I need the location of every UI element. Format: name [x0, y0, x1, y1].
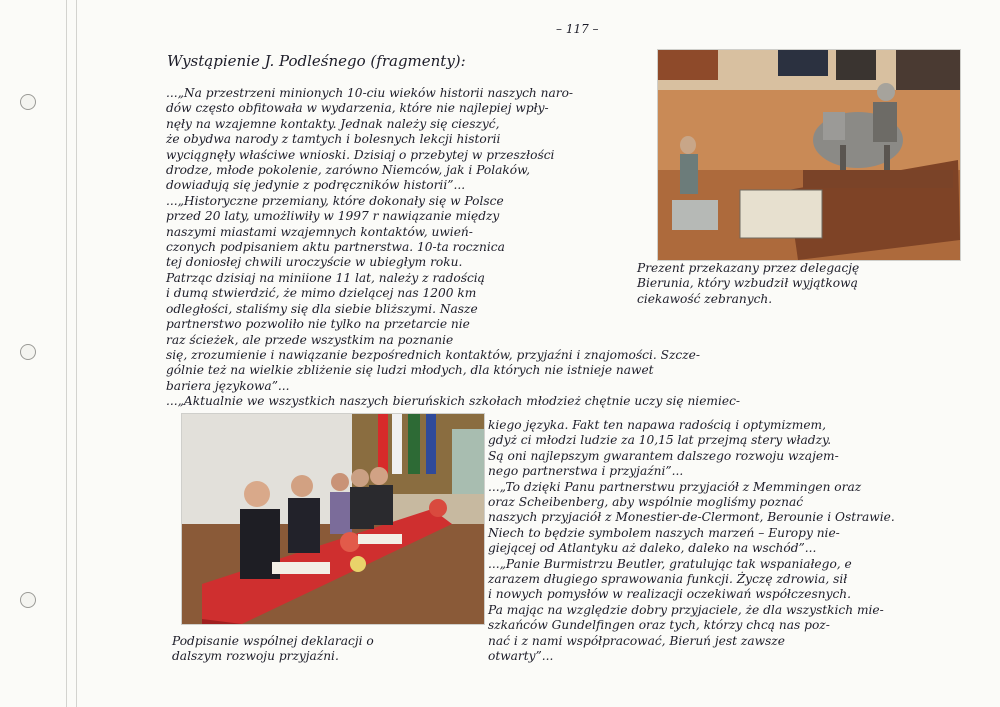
binder-hole: [20, 94, 36, 110]
margin-line: [66, 0, 67, 707]
gift-caption: [637, 261, 859, 307]
text-line: otwarty”...: [488, 649, 554, 664]
speech-heading: Wystąpienie J. Podleśnego (fragmenty):: [167, 52, 466, 70]
text-line: ...„Panie Burmistrzu Beutler, gratulując tak wspaniałego, e: [488, 556, 852, 571]
page-number: – 117 –: [556, 22, 599, 36]
signing-photo: [181, 413, 485, 625]
text-line: partnerstwo pozwoliło nie tylko na przetarcie nie: [166, 317, 470, 332]
text-line: naszymi miastami wzajemnych kontaktów, uwień-: [166, 224, 473, 239]
text-line: się, zrozumienie i nawiązanie bezpośrednich kontaktów, przyjaźni i znajomości. Szcze-: [166, 347, 700, 362]
text-line: dów często obfitowała w wydarzenia, które nie najlepiej wpły-: [166, 101, 549, 116]
text-line: Niech to będzie symbolem naszych marzeń – Europy nie-: [488, 525, 840, 540]
caption-line: ciekawość zebranych.: [637, 291, 773, 306]
text-line: czonych podpisaniem aktu partnerstwa. 10-ta rocznica: [166, 240, 505, 255]
caption-line: dalszym rozwoju przyjaźni.: [172, 649, 339, 664]
text-line: giejącej od Atlantyku aż daleko, daleko na wschód”...: [488, 541, 817, 556]
text-line: ...„Historyczne przemiany, które dokonały się w Polsce: [166, 193, 504, 208]
text-line: dowiadują się jedynie z podręczników historii”...: [166, 178, 466, 193]
binder-hole: [20, 344, 36, 360]
text-line: nęły na wzajemne kontakty. Jednak należy się cieszyć,: [166, 116, 500, 131]
text-line: bariera językowa”...: [166, 378, 290, 393]
text-line: drodze, młode pokolenie, zarówno Niemców, jak i Polaków,: [166, 163, 530, 178]
text-line: wyciągnęły właściwe wnioski. Dzisiaj o przebytej w przeszłości: [166, 147, 555, 162]
text-line: i nowych pomysłów w realizacji oczekiwań współczesnych.: [488, 587, 852, 602]
text-line: naszych przyjaciół z Monestier-de-Clermont, Berounie i Ostrawie.: [488, 510, 895, 525]
text-line: że obydwa narody z tamtych i bolesnych lekcji historii: [166, 132, 501, 147]
margin-line: [76, 0, 77, 707]
caption-line: Prezent przekazany przez delegację: [637, 261, 860, 275]
text-line: Są oni najlepszym gwarantem dalszego rozwoju wzajem-: [488, 448, 839, 463]
signing-caption: [172, 634, 374, 665]
caption-line: Podpisanie wspólnej deklaracji o: [172, 634, 374, 648]
text-line: gólnie też na wielkie zbliżenie się ludzi młodych, dla których nie istnieje nawet: [166, 363, 654, 378]
text-line: tej doniosłej chwili uroczyście w ubiegłym roku.: [166, 255, 463, 270]
text-line: Pa mając na względzie dobry przyjaciele, że dla wszystkich mie-: [488, 602, 884, 617]
text-line: raz ścieżek, ale przede wszystkim na poznanie: [166, 332, 454, 347]
caption-line: Bierunia, który wzbudził wyjątkową: [637, 276, 858, 291]
text-line: Patrząc dzisiaj na miniione 11 lat, należy z radością: [166, 270, 485, 285]
text-line: kiego języka. Fakt ten napawa radością i optymizmem,: [488, 418, 826, 432]
text-line: nego partnerstwa i przyjaźni”...: [488, 464, 684, 479]
text-line: oraz Scheibenberg, aby wspólnie mogliśmy poznać: [488, 495, 804, 510]
text-line: szkańców Gundelfingen oraz tych, którzy chcą nas poz-: [488, 618, 830, 633]
text-line: i dumą stwierdzić, że mimo dzielącej nas 1200 km: [166, 286, 477, 301]
text-line: nać i z nami współpracować, Bieruń jest zawsze: [488, 633, 785, 648]
signing-image: [182, 414, 484, 624]
binder-hole: [20, 592, 36, 608]
text-line: zarazem długiego sprawowania funkcji. Życzę zdrowia, sił: [488, 572, 848, 587]
text-line: przed 20 laty, umożliwiły w 1997 r nawiązanie między: [166, 209, 500, 224]
text-line: gdyż ci młodzi ludzie za 10,15 lat przejmą stery władzy.: [488, 433, 832, 448]
text-line: ...„Na przestrzeni minionych 10-ciu wieków historii naszych naro-: [166, 86, 574, 100]
speech-text-block-2: [488, 418, 895, 665]
speech-text-block-1: [166, 86, 740, 410]
text-line: odległości, staliśmy się dla siebie bliższymi. Nasze: [166, 301, 478, 316]
text-line: ...„Aktualnie we wszystkich naszych bieruńskich szkołach młodzież chętnie uczy się niemiec-: [166, 394, 741, 409]
text-line: ...„To dzięki Panu partnerstwu przyjaciół z Memmingen oraz: [488, 479, 862, 494]
